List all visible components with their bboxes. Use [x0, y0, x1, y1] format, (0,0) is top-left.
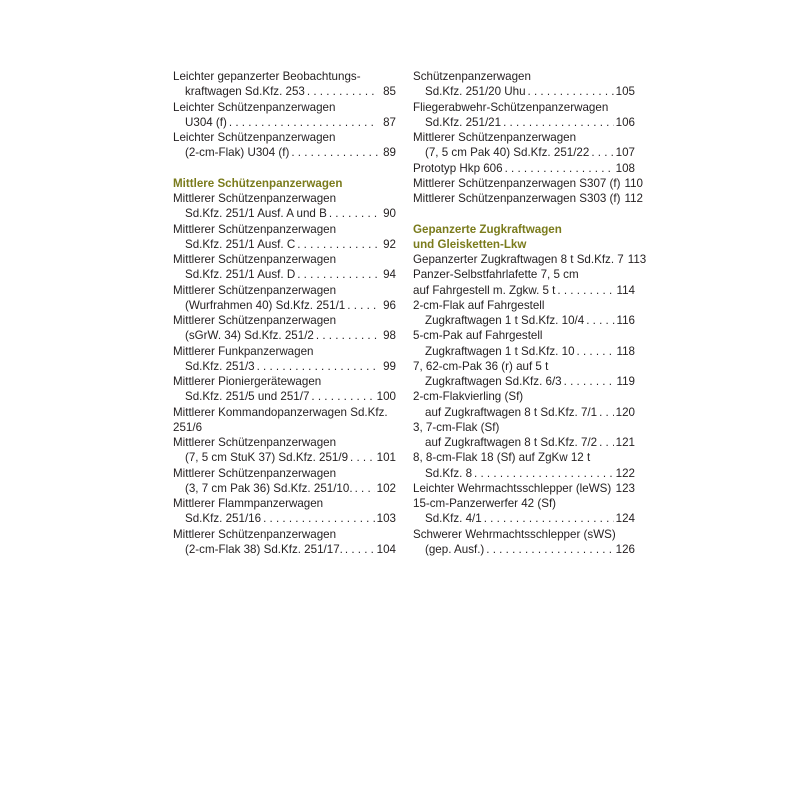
toc-page-number: 100	[376, 390, 396, 404]
dot-leader	[528, 84, 614, 99]
toc-entry-line	[173, 100, 396, 115]
dot-leader	[599, 435, 614, 450]
toc-page-number: 114	[616, 283, 635, 297]
dot-leader	[599, 405, 614, 420]
toc-entry-line	[413, 389, 635, 404]
toc-entry-line	[173, 420, 396, 435]
dot-leader	[329, 206, 378, 221]
toc-page-number: 106	[615, 115, 635, 129]
toc-entry-title: Schwerer Wehrmachtsschlepper (sWS)	[413, 527, 616, 541]
toc-page-number: 90	[383, 207, 396, 221]
toc-entry-title: Mittlerer Schützenpanzerwagen	[173, 283, 337, 297]
toc-entry[interactable]	[413, 252, 647, 267]
toc-page-number: 105	[615, 85, 635, 99]
toc-entry-title: auf Zugkraftwagen 8 t Sd.Kfz. 7/1	[425, 405, 598, 419]
toc-entry-title: Schützenpanzerwagen	[413, 70, 531, 83]
dot-leader	[486, 542, 613, 557]
toc-entry[interactable]	[173, 527, 396, 558]
toc-page-number: 122	[615, 466, 635, 480]
toc-entry-line	[413, 69, 635, 84]
spacer	[413, 206, 635, 221]
toc-entry-title: Sd.Kfz. 251/1 Ausf. A und B	[185, 207, 327, 221]
toc-entry[interactable]	[173, 496, 396, 527]
toc-entry-title: (2-cm-Flak 38) Sd.Kfz. 251/17.	[185, 542, 343, 556]
toc-entry-title: Panzer-Selbstfahrlafette 7, 5 cm	[413, 268, 579, 282]
toc-entry-line	[173, 328, 396, 343]
toc-entry[interactable]	[173, 69, 396, 100]
toc-entry[interactable]	[413, 100, 635, 131]
toc-entry-line	[173, 496, 396, 511]
toc-entry-title: Mittlerer Schützenpanzerwagen	[173, 192, 337, 205]
toc-entry-line	[413, 405, 635, 420]
toc-entry-title: 2-cm-Flak auf Fahrgestell	[413, 298, 545, 312]
toc-entry[interactable]	[413, 191, 643, 206]
toc-entry-title: Sd.Kfz. 251/16	[185, 512, 262, 526]
toc-entry-title: Mittlerer Schützenpanzerwagen	[173, 253, 337, 266]
toc-entry[interactable]	[173, 435, 396, 466]
toc-page-number: 85	[383, 85, 396, 99]
toc-entry[interactable]	[173, 313, 396, 344]
dot-leader	[229, 115, 378, 130]
toc-entry-title: Sd.Kfz. 251/3	[185, 359, 255, 373]
dot-leader	[557, 283, 614, 298]
toc-entry-title: Leichter Wehrmachtsschlepper (leWS)	[413, 481, 612, 495]
toc-entry-title: Gepanzerter Zugkraftwagen 8 t Sd.Kfz. 7	[413, 253, 624, 266]
dot-leader	[586, 313, 614, 328]
toc-page-number: 98	[383, 329, 396, 343]
toc-entry[interactable]	[413, 130, 635, 161]
toc-entry-line	[173, 511, 396, 526]
toc-page-number: 102	[376, 481, 396, 495]
toc-entry-line	[173, 206, 396, 221]
toc-entry-title: 7, 62-cm-Pak 36 (r) auf 5 t	[413, 359, 549, 373]
spacer	[173, 161, 396, 176]
toc-entry-line	[413, 466, 635, 481]
toc-entry-line	[413, 527, 635, 542]
toc-entry-line	[173, 481, 396, 496]
dot-leader	[297, 267, 378, 282]
toc-entry[interactable]	[413, 420, 635, 451]
toc-entry-title: kraftwagen Sd.Kfz. 253	[185, 85, 305, 99]
toc-entry[interactable]	[173, 130, 396, 161]
toc-entry-line	[413, 283, 635, 298]
toc-page-number: 104	[376, 542, 396, 556]
toc-entry-title: Leichter gepanzerter Beobachtungs-	[173, 70, 361, 83]
toc-page-number: 123	[615, 481, 635, 495]
toc-entry[interactable]	[413, 69, 635, 100]
toc-entry-title: (7, 5 cm Pak 40) Sd.Kfz. 251/22	[425, 146, 590, 160]
toc-entry-line	[173, 115, 396, 130]
toc-entry-line	[173, 527, 396, 542]
toc-entry[interactable]	[413, 450, 635, 481]
toc-entry-line	[173, 267, 396, 282]
toc-entry-line	[173, 222, 396, 237]
toc-page-number: 94	[383, 268, 396, 282]
toc-page-number: 107	[615, 146, 635, 160]
toc-entry-title: Mittlerer Schützenpanzerwagen	[413, 131, 577, 144]
toc-entry-title: Prototyp Hkp 606	[413, 161, 503, 175]
toc-entry-title: Mittlerer Pioniergerätewagen	[173, 375, 322, 388]
toc-entry-title: Mittlerer Schützenpanzerwagen	[173, 466, 337, 480]
toc-entry[interactable]	[413, 527, 635, 558]
toc-entry-line	[413, 313, 635, 328]
toc-entry[interactable]	[413, 161, 635, 176]
toc-entry-line	[173, 542, 396, 557]
toc-entry-title: Sd.Kfz. 8	[425, 466, 473, 480]
dot-leader	[505, 161, 614, 176]
section-heading: und Gleisketten-Lkw	[413, 237, 527, 251]
toc-entry-title: Sd.Kfz. 251/5 und 251/7	[185, 390, 310, 404]
toc-entry-title: Sd.Kfz. 251/1 Ausf. C	[185, 237, 296, 251]
toc-entry-title: 2-cm-Flakvierling (Sf)	[413, 390, 524, 404]
toc-page-number: 120	[615, 405, 635, 419]
toc-entry-title: Mittlerer Schützenpanzerwagen	[173, 314, 337, 327]
toc-entry-title: Mittlerer Funkpanzerwagen	[173, 344, 314, 358]
toc-entry-title: 3, 7-cm-Flak (Sf)	[413, 420, 500, 434]
toc-entry-title: Fliegerabwehr-Schützenpanzerwagen	[413, 100, 609, 114]
toc-entry[interactable]	[173, 222, 396, 253]
toc-page-number: 103	[376, 512, 396, 526]
toc-entry[interactable]	[173, 191, 396, 222]
toc-page-number: 101	[376, 451, 396, 465]
toc-column-right	[413, 69, 647, 557]
toc-entry-title: (3, 7 cm Pak 36) Sd.Kfz. 251/10.	[185, 481, 353, 495]
dot-leader	[263, 511, 375, 526]
dot-leader	[350, 450, 375, 465]
toc-entry-line	[413, 115, 635, 130]
toc-entry[interactable]	[173, 466, 396, 497]
toc-entry-line	[173, 313, 396, 328]
toc-entry-title: Mittlerer Schützenpanzerwagen	[173, 527, 337, 541]
toc-entry[interactable]	[413, 267, 635, 298]
toc-entry-line	[413, 359, 635, 374]
toc-page-number: 116	[616, 314, 635, 327]
toc-entry[interactable]	[413, 481, 635, 496]
toc-entry-line	[173, 405, 396, 420]
section-heading: Mittlere Schützenpanzerwagen	[173, 176, 343, 190]
toc-entry-line	[413, 420, 635, 435]
toc-entry-line	[413, 176, 643, 191]
dot-leader	[345, 542, 375, 557]
toc-entry-line	[413, 481, 635, 496]
toc-page-number: 99	[383, 359, 396, 373]
dot-leader	[484, 511, 614, 526]
toc-entry-title: Sd.Kfz. 251/1 Ausf. D	[185, 268, 296, 282]
toc-entry[interactable]	[173, 283, 396, 314]
toc-page-number: 89	[383, 146, 396, 160]
toc-entry-line	[173, 359, 396, 374]
toc-entry-line	[413, 511, 635, 526]
toc-entry[interactable]	[173, 405, 396, 436]
toc-entry-title: 8, 8-cm-Flak 18 (Sf) auf ZgKw 12 t	[413, 451, 591, 465]
dot-leader	[291, 145, 378, 160]
toc-entry-title: Mittlerer Flammpanzerwagen	[173, 497, 324, 510]
toc-entry-line	[413, 496, 635, 511]
toc-page-number: 113	[627, 253, 647, 266]
dot-leader	[591, 145, 613, 160]
toc-entry-title: Zugkraftwagen 1 t Sd.Kfz. 10	[425, 344, 575, 358]
toc-entry-line	[173, 283, 396, 298]
dot-leader	[307, 84, 378, 99]
toc-entry[interactable]	[413, 389, 635, 420]
toc-entry-line	[173, 435, 396, 450]
toc-entry-title: Mittlerer Schützenpanzerwagen	[173, 222, 337, 236]
toc-entry-line	[413, 84, 635, 99]
toc-entry-title: Mittlerer Schützenpanzerwagen S307 (f)	[413, 176, 621, 190]
toc-entry[interactable]	[413, 496, 635, 527]
toc-page-number: 124	[615, 512, 635, 526]
toc-entry-title: Leichter Schützenpanzerwagen	[173, 100, 336, 114]
toc-entry[interactable]	[413, 176, 643, 191]
toc-entry-title: Sd.Kfz. 251/21	[425, 115, 502, 129]
toc-entry-title: (2-cm-Flak) U304 (f)	[185, 146, 290, 160]
toc-entry-line	[173, 466, 396, 481]
dot-leader	[474, 466, 614, 481]
toc-entry-line	[173, 84, 396, 99]
toc-page-number: 92	[383, 237, 396, 251]
toc-page-number: 126	[615, 542, 635, 556]
toc-entry-title: U304 (f)	[185, 115, 227, 129]
toc-entry-title: Mittlerer Schützenpanzerwagen	[173, 436, 337, 449]
dot-leader	[355, 481, 375, 496]
toc-page-number: 121	[615, 436, 635, 449]
dot-leader	[316, 328, 378, 343]
dot-leader	[503, 115, 614, 130]
toc-entry-line	[173, 191, 396, 206]
toc-entry-title: Sd.Kfz. 251/20 Uhu	[425, 85, 526, 99]
toc-entry-title: Zugkraftwagen 1 t Sd.Kfz. 10/4	[425, 314, 585, 327]
toc-entry[interactable]	[413, 298, 635, 329]
toc-entry-title: Mittlerer Schützenpanzerwagen S303 (f)	[413, 192, 621, 205]
toc-entry-line	[173, 374, 396, 389]
toc-entry[interactable]	[173, 374, 396, 405]
toc-entry-title: 251/6	[173, 420, 203, 434]
toc-entry-line	[413, 252, 647, 267]
toc-entry-line	[413, 542, 635, 557]
toc-column-left	[173, 69, 396, 557]
toc-entry[interactable]	[413, 328, 635, 359]
toc-page-number: 118	[616, 344, 635, 358]
toc-entry-line	[413, 100, 635, 115]
toc-entry-line	[173, 298, 396, 313]
toc-entry-line	[173, 450, 396, 465]
toc-entry-title: 5-cm-Pak auf Fahrgestell	[413, 329, 543, 343]
dot-leader	[577, 344, 615, 359]
toc-entry-line	[173, 69, 396, 84]
toc-entry-line	[413, 145, 635, 160]
toc-entry-title: Zugkraftwagen Sd.Kfz. 6/3	[425, 375, 562, 388]
toc-entry-title: auf Fahrgestell m. Zgkw. 5 t	[413, 283, 556, 297]
toc-entry-title: Leichter Schützenpanzerwagen	[173, 131, 336, 144]
toc-entry-line	[413, 161, 635, 176]
dot-leader	[297, 237, 378, 252]
toc-entry-title: auf Zugkraftwagen 8 t Sd.Kfz. 7/2	[425, 436, 598, 449]
dot-leader	[311, 389, 374, 404]
toc-entry[interactable]	[173, 344, 396, 375]
toc-page-number: 110	[624, 176, 643, 190]
toc-entry-line	[413, 191, 643, 206]
toc-entry[interactable]	[413, 359, 635, 390]
toc-entry-line	[413, 435, 635, 450]
toc-entry-line	[413, 267, 635, 282]
toc-entry-line	[173, 145, 396, 160]
toc-page-number: 108	[615, 161, 635, 175]
toc-entry-title: (gep. Ausf.)	[425, 542, 485, 556]
toc-entry-title: (sGrW. 34) Sd.Kfz. 251/2	[185, 329, 314, 343]
toc-page-number: 96	[383, 298, 396, 312]
toc-page-number: 87	[383, 115, 396, 129]
toc-entry-line	[413, 450, 635, 465]
section-heading: Gepanzerte Zugkraftwagen	[413, 222, 562, 236]
toc-entry-line	[173, 130, 396, 145]
toc-entry-line	[413, 328, 635, 343]
toc-entry-title: (Wurfrahmen 40) Sd.Kfz. 251/1	[185, 298, 346, 312]
dot-leader	[257, 359, 378, 374]
dot-leader	[347, 298, 378, 313]
toc-entry[interactable]	[173, 252, 396, 283]
toc-entry-line	[413, 374, 635, 389]
toc-page-number: 119	[616, 375, 635, 388]
toc-entry-line	[173, 344, 396, 359]
toc-entry-line	[173, 252, 396, 267]
toc-entry-title: 15-cm-Panzerwerfer 42 (Sf)	[413, 497, 557, 510]
toc-entry-line	[173, 237, 396, 252]
toc-entry-title: (7, 5 cm StuK 37) Sd.Kfz. 251/9	[185, 451, 349, 465]
toc-entry[interactable]	[173, 100, 396, 131]
toc-entry-title: Mittlerer Kommandopanzerwagen Sd.Kfz.	[173, 405, 388, 419]
toc-entry-line	[413, 344, 635, 359]
toc-entry-line	[413, 130, 635, 145]
toc-entry-line	[173, 389, 396, 404]
dot-leader	[564, 374, 615, 389]
toc-page-number: 112	[624, 192, 643, 205]
toc-entry-line	[413, 298, 635, 313]
toc-entry-title: Sd.Kfz. 4/1	[425, 512, 482, 526]
